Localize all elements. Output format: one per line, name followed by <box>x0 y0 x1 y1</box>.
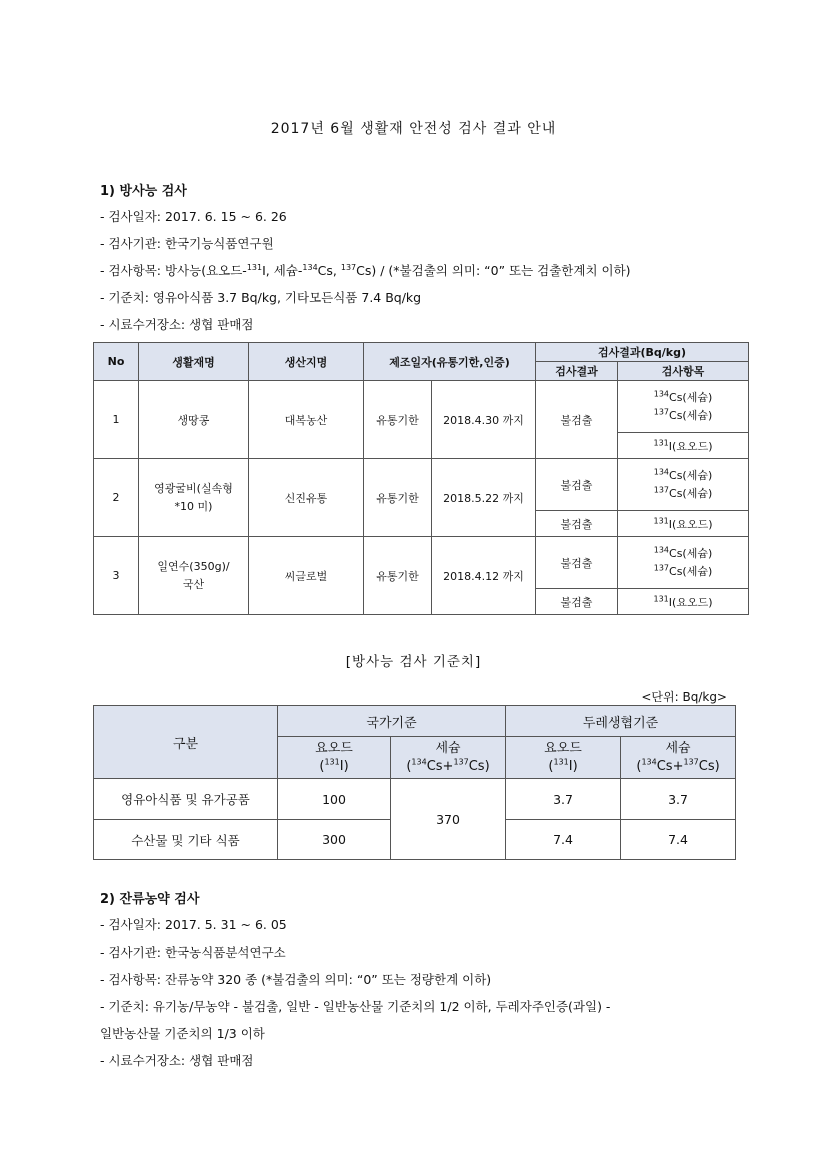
section1-sample: - 시료수거장소: 생협 판매점 <box>100 317 254 332</box>
unit-label: <단위: Bq/kg> <box>641 690 727 704</box>
row-date: 2018.4.12 까지 <box>432 537 536 615</box>
section1-standard: - 기준치: 영유아식품 3.7 Bq/kg, 기타모든식품 7.4 Bq/kg <box>100 290 422 305</box>
section1-heading: 1) 방사능 검사 <box>100 184 187 199</box>
row-producer: 대복농산 <box>249 381 364 459</box>
section1-agency: - 검사기관: 한국기능식품연구원 <box>100 236 274 251</box>
row-no: 2 <box>94 459 139 537</box>
row-item-i: $^{131}$I(요오드) <box>618 511 749 537</box>
row-result: 불검출 <box>536 381 618 459</box>
header-national: 국가기준 <box>278 706 506 737</box>
header-no: No <box>94 343 139 381</box>
row-producer: 신진유통 <box>249 459 364 537</box>
table-row <box>94 459 749 511</box>
header-mfg: 제조일자(유통기한,인증) <box>364 343 536 381</box>
row-date: 2018.4.30 까지 <box>432 381 536 459</box>
row-product: 생땅콩 <box>139 381 249 459</box>
header-category: 구분 <box>94 706 278 779</box>
radiation-standards-table <box>93 705 736 860</box>
section2-heading: 2) 잔류농약 검사 <box>100 892 200 907</box>
row-date-type: 유통기한 <box>364 537 432 615</box>
row-dure-iodine: 3.7 <box>506 779 621 820</box>
row-date-type: 유통기한 <box>364 381 432 459</box>
header-item: 검사항목 <box>618 362 749 381</box>
table-row <box>94 381 749 433</box>
table-row <box>94 537 749 589</box>
section2-date: - 검사일자: 2017. 5. 31 ~ 6. 05 <box>100 917 287 932</box>
header-result-group: 검사결과(Bq/kg) <box>536 343 749 362</box>
section2-standard-line1: - 기준치: 유기농/무농약 - 불검출, 일반 - 일반농산물 기준치의 1/2 이하, 두레자주인증(과일) - <box>100 999 611 1014</box>
row-date-type: 유통기한 <box>364 459 432 537</box>
page-title: 2017년 6월 생활재 안전성 검사 결과 안내 <box>270 121 557 137</box>
header-dure: 두레생협기준 <box>506 706 736 737</box>
table-row <box>94 779 736 820</box>
standards-caption: [방사능 검사 기준치] <box>345 654 482 670</box>
header-iodine: 요오드 ($^{131}$I) <box>506 737 621 779</box>
section2-items: - 검사항목: 잔류농약 320 종 (*불검출의 의미: “0” 또는 정량한계 이하) <box>100 972 492 987</box>
section2-agency: - 검사기관: 한국농식품분석연구소 <box>100 945 286 960</box>
row-category: 수산물 및 기타 식품 <box>94 820 278 860</box>
row-product: 일연수(350g)/ 국산 <box>139 537 249 615</box>
row-no: 3 <box>94 537 139 615</box>
row-item-cs: $^{134}$Cs(세슘) $^{137}$Cs(세슘) <box>618 537 749 589</box>
row-producer: 씨글로벌 <box>249 537 364 615</box>
row-nat-iodine: 300 <box>278 820 391 860</box>
row-dure-cesium: 3.7 <box>621 779 736 820</box>
row-no: 1 <box>94 381 139 459</box>
row-product: 영광굴비(실속형 *10 미) <box>139 459 249 537</box>
row-item-i: $^{131}$I(요오드) <box>618 589 749 615</box>
header-cesium: 세슘 ($^{134}$Cs+$^{137}$Cs) <box>621 737 736 779</box>
section1-date: - 검사일자: 2017. 6. 15 ~ 6. 26 <box>100 209 287 224</box>
section1-items: - 검사항목: 방사능(요오드-$^{131}$I, 세슘-$^{134}$Cs, $^{137}$Cs) / (*불검출의 의미: “0” 또는 검출한계치 이하) <box>100 262 631 278</box>
row-date: 2018.5.22 까지 <box>432 459 536 537</box>
row-category: 영유아식품 및 유가공품 <box>94 779 278 820</box>
section2-standard-line2: 일반농산물 기준치의 1/3 이하 <box>100 1026 265 1041</box>
row-nat-cesium: 370 <box>391 779 506 860</box>
header-product: 생활재명 <box>139 343 249 381</box>
row-result-i: 불검출 <box>536 511 618 537</box>
header-cesium: 세슘 ($^{134}$Cs+$^{137}$Cs) <box>391 737 506 779</box>
section2-sample: - 시료수거장소: 생협 판매점 <box>100 1053 254 1068</box>
header-iodine: 요오드 ($^{131}$I) <box>278 737 391 779</box>
row-item-cs: $^{134}$Cs(세슘) $^{137}$Cs(세슘) <box>618 459 749 511</box>
row-item-cs: $^{134}$Cs(세슘) $^{137}$Cs(세슘) <box>618 381 749 433</box>
row-result-i: 불검출 <box>536 589 618 615</box>
row-dure-iodine: 7.4 <box>506 820 621 860</box>
row-item-i: $^{131}$I(요오드) <box>618 433 749 459</box>
radiation-results-table <box>93 342 749 615</box>
row-result-cs: 불검출 <box>536 537 618 589</box>
row-result-cs: 불검출 <box>536 459 618 511</box>
row-dure-cesium: 7.4 <box>621 820 736 860</box>
row-nat-iodine: 100 <box>278 779 391 820</box>
header-producer: 생산지명 <box>249 343 364 381</box>
header-result: 검사결과 <box>536 362 618 381</box>
